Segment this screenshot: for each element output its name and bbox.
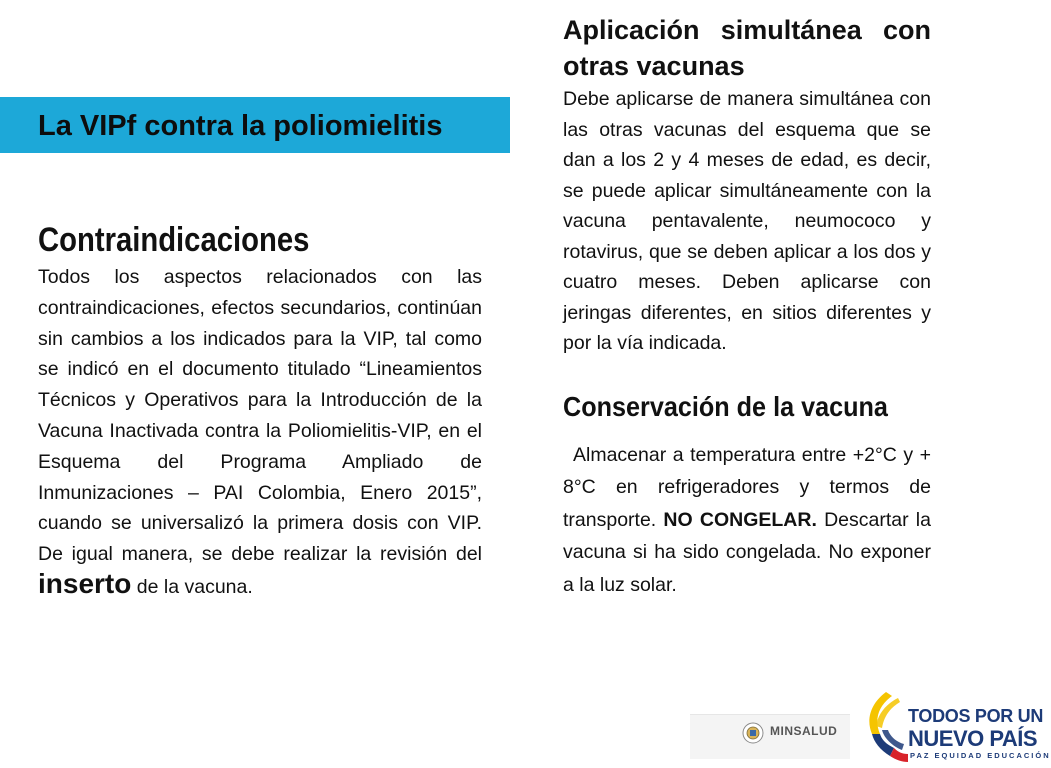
minsalud-label: MINSALUD — [770, 724, 838, 738]
simultaneous-application-heading: Aplicación simultánea con otras vacunas — [563, 15, 931, 81]
conservation-heading: Conservación de la vacuna — [563, 390, 888, 422]
contraindications-heading: Contraindicaciones — [38, 221, 310, 259]
contraindications-text-part2: de la vacuna. — [131, 575, 253, 598]
coat-of-arms-icon — [742, 722, 764, 744]
footer-logos — [690, 686, 1051, 768]
slogan-line2: NUEVO PAÍS — [908, 726, 1038, 751]
conservation-text-part2: Descartar la vacuna si ha sido congelada. No exponer a la luz solar. — [563, 508, 931, 596]
inserto-emphasis: inserto — [38, 567, 132, 599]
contraindications-section — [38, 218, 482, 603]
contraindications-text-part1: Todos los aspectos relacionados con las contraindicaciones, efectos secundarios, continúan sin cambios a los indicados para la VIP, tal como se indicó en el documento titulado “Lineamientos Técnicos y Operativos para la Introducción de la Vacuna Inactivada contra la Poliomielitis-VIP, en el Esquema del Programa Ampliado de Inmunizaciones – PAI Colombia, Enero 2015”, cuando se universalizó la primera dosis con VIP. De igual manera, se debe realizar la revisión del — [38, 266, 482, 566]
simultaneous-application-text: Debe aplicarse de manera simultánea con las otras vacunas del esquema que se dan a los 2 y 4 meses de edad, es decir, se puede aplicar simultáneamente con la vacuna pentavalente, neumococo y rotavirus, que se deben aplicar a los dos y cuatro meses. Deben aplicarse con jeringas diferentes, en sitios diferentes y por la vía indicada. — [563, 88, 931, 354]
no-congelar-warning: NO CONGELAR. — [663, 508, 817, 531]
contraindications-text — [38, 262, 482, 603]
conservation-text — [563, 439, 931, 602]
slogan-line3: PAZ EQUIDAD EDUCACIÓN — [910, 751, 1051, 760]
right-column — [563, 12, 931, 601]
colombia-flag-icon — [862, 690, 908, 764]
slide-title: La VIPf contra la poliomielitis — [38, 110, 443, 142]
slogan-line1: TODOS POR UN — [908, 706, 1044, 726]
conservation-text-part1: Almacenar a temperatura entre +2°C y + 8°C en refrigeradores y termos de transporte. — [563, 443, 931, 531]
